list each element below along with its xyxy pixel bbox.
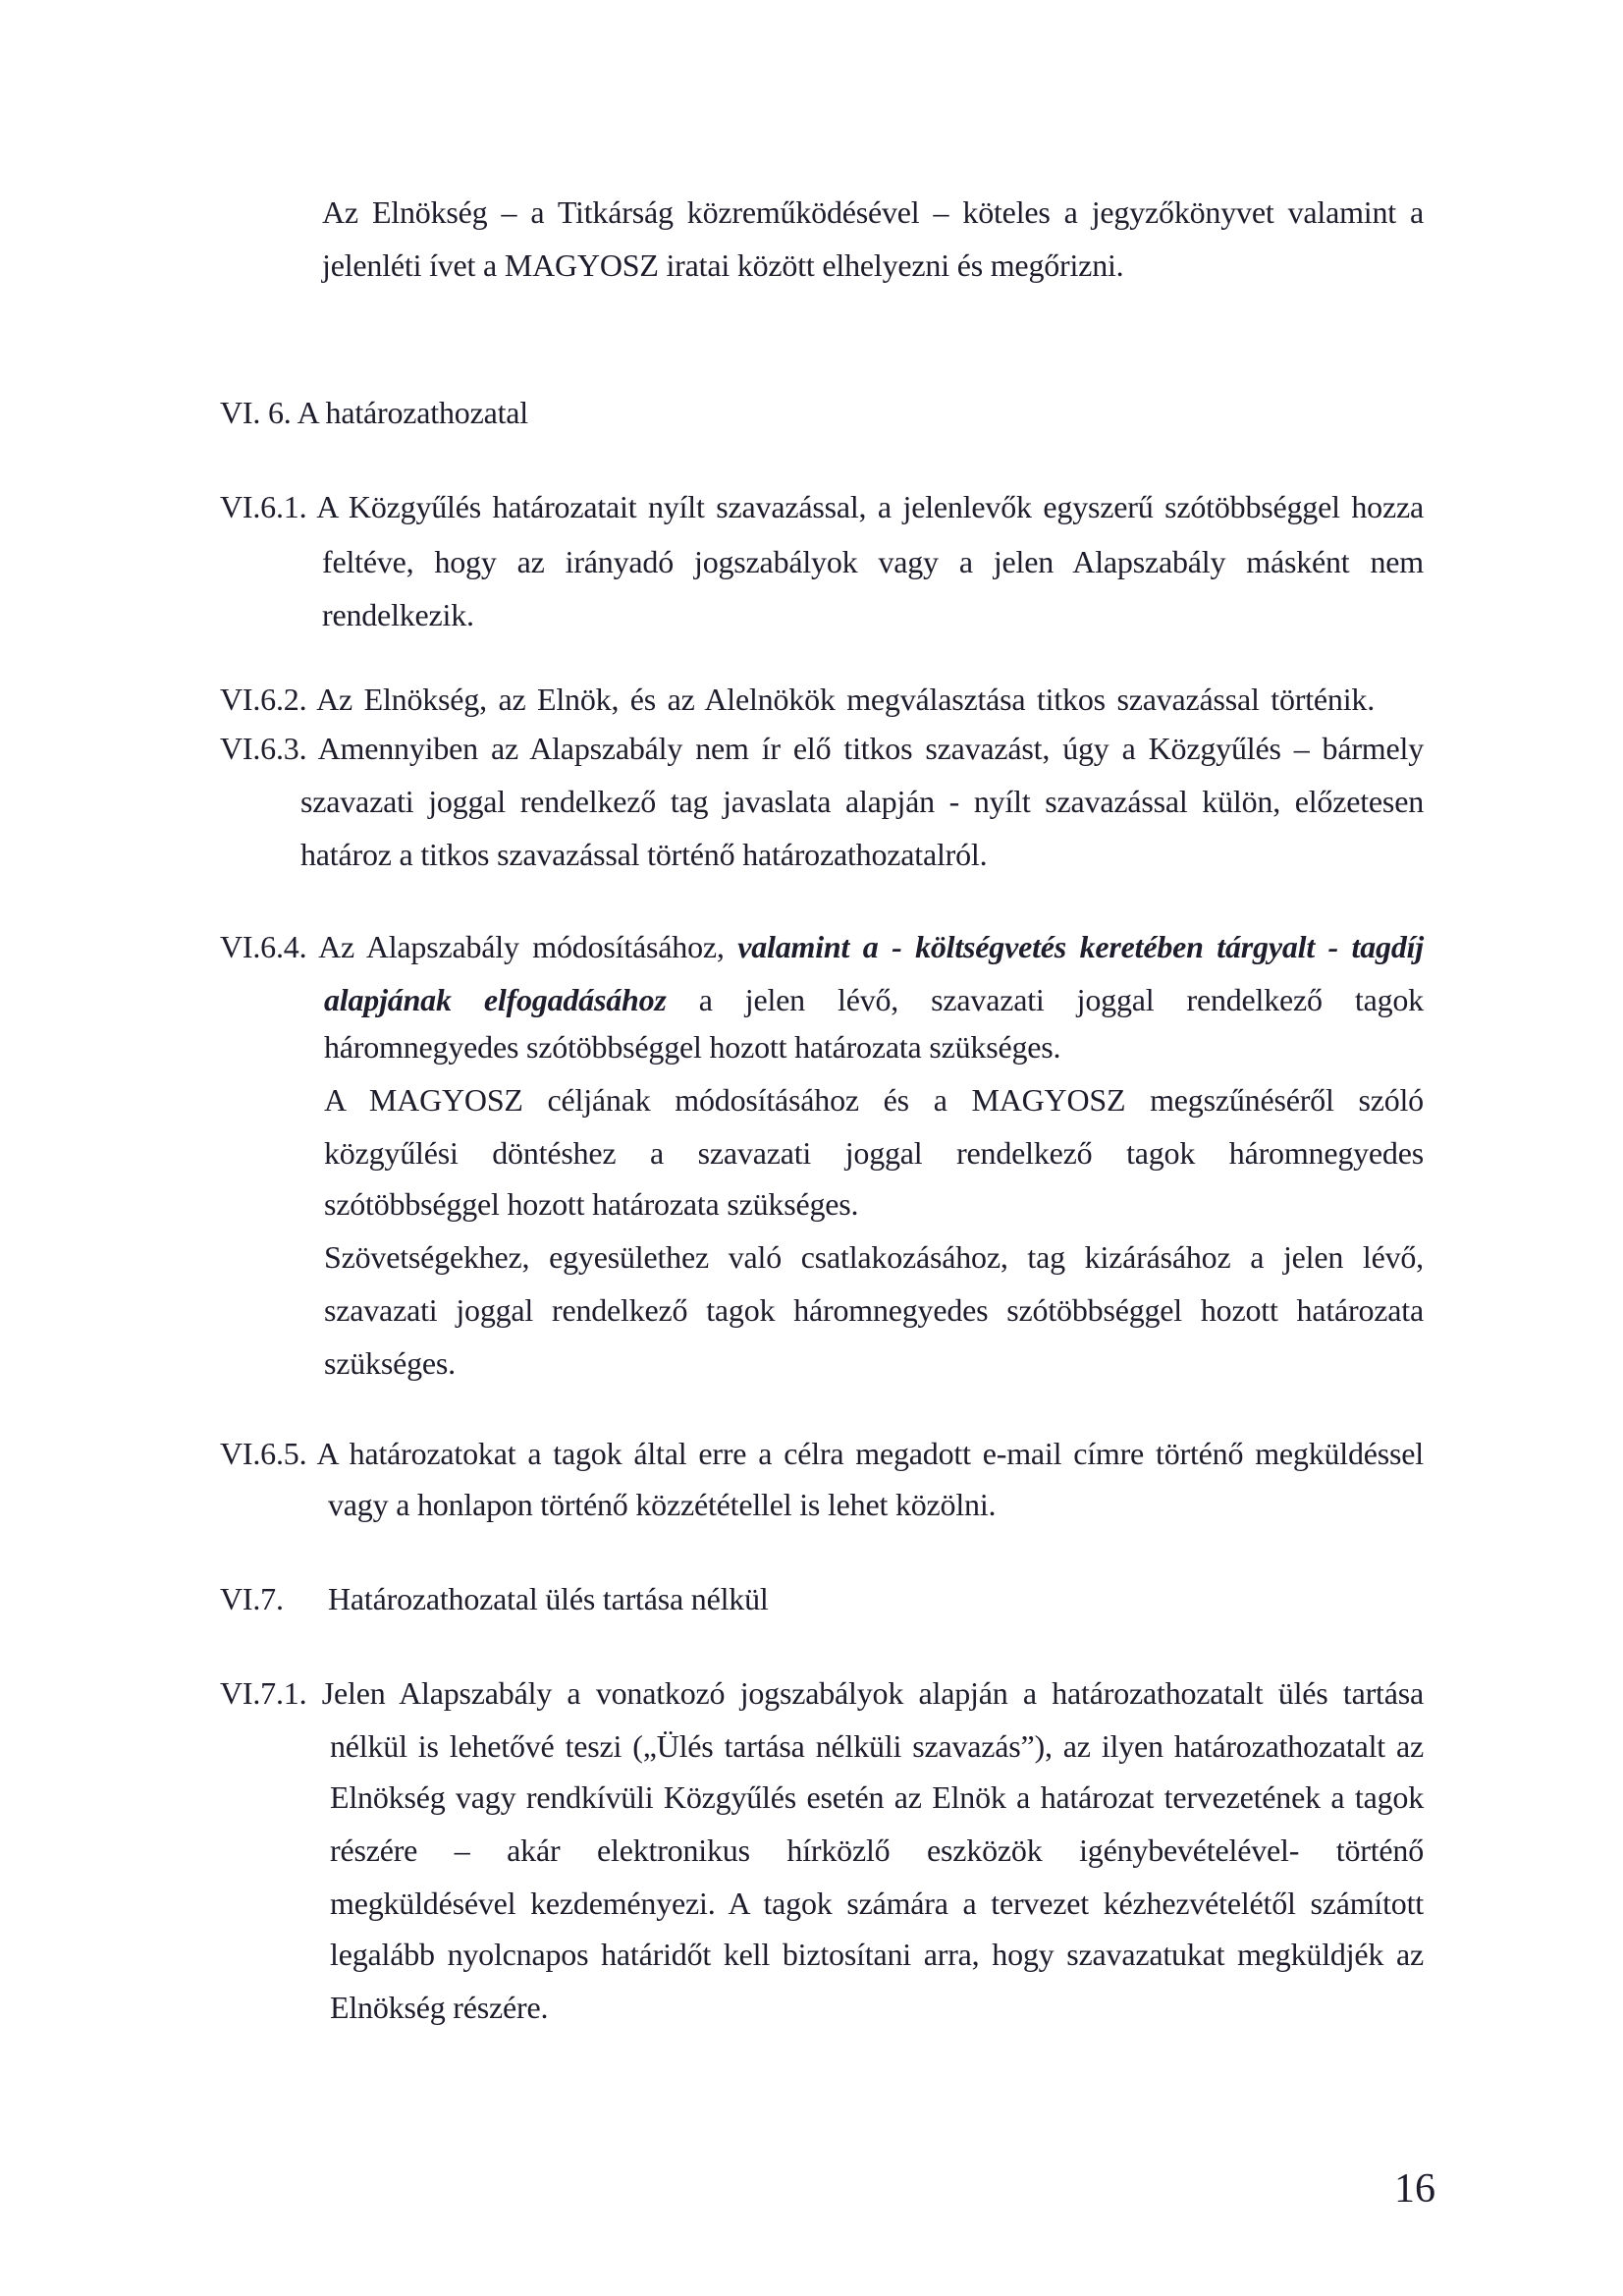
paragraph-line: szavazati joggal rendelkező tag javaslata alapján - nyílt szavazással külön, előzetesen <box>300 784 1424 819</box>
paragraph-line: jelenléti ívet a MAGYOSZ iratai között elhelyezni és megőrizni. <box>322 247 1124 283</box>
section-number-vi-7: VI.7. <box>220 1581 284 1616</box>
text-run: VI.6.4. Az Alapszabály módosításához, <box>220 929 725 964</box>
paragraph-line: Elnökség részére. <box>330 1990 549 2025</box>
paragraph-line: VI.6.3. Amennyiben az Alapszabály nem ír elő titkos szavazást, úgy a Közgyűlés – bármely <box>220 731 1424 766</box>
paragraph-line: Szövetségekhez, egyesülethez való csatlakozásához, tag kizárásához a jelen lévő, <box>324 1239 1424 1275</box>
section-heading-vi-7: Határozathozatal ülés tartása nélkül <box>328 1581 769 1616</box>
paragraph-line: legalább nyolcnapos határidőt kell biztosítani arra, hogy szavazatukat megküldjék az <box>330 1937 1424 1972</box>
paragraph-line: részére – akár elektronikus hírközlő eszközök igénybevételével- történő <box>330 1832 1424 1868</box>
paragraph-line: háromnegyedes szótöbbséggel hozott határozata szükséges. <box>324 1029 1061 1065</box>
emphasized-text: valamint a - költségvetés keretében tárgyalt - tagdíj <box>737 929 1424 964</box>
paragraph-line: feltéve, hogy az irányadó jogszabályok vagy a jelen Alapszabály másként nem <box>322 544 1424 579</box>
paragraph-line: szótöbbséggel hozott határozata szükséges. <box>324 1186 859 1222</box>
page-number: 16 <box>1394 2166 1435 2212</box>
paragraph-line: VI.6.5. A határozatokat a tagok által erre a célra megadott e-mail címre történő megküldéssel <box>220 1436 1424 1471</box>
paragraph-line: szavazati joggal rendelkező tagok háromnegyedes szótöbbséggel hozott határozata <box>324 1292 1424 1328</box>
paragraph-line: közgyűlési döntéshez a szavazati joggal rendelkező tagok háromnegyedes <box>324 1135 1424 1171</box>
paragraph-line: határoz a titkos szavazással történő határozathozatalról. <box>300 837 988 872</box>
paragraph-line: megküldésével kezdeményezi. A tagok számára a tervezet kézhezvételétől számított <box>330 1886 1424 1921</box>
paragraph-line: VI.7.1. Jelen Alapszabály a vonatkozó jogszabályok alapján a határozathozatalt ülés tartása <box>220 1675 1424 1711</box>
paragraph-line: rendelkezik. <box>322 597 474 632</box>
paragraph-line <box>220 927 1424 966</box>
text-run: a jelen lévő, szavazati joggal rendelkező tagok <box>698 982 1424 1017</box>
paragraph-line: Az Elnökség – a Titkárság közreműködésével – köteles a jegyzőkönyvet valamint a <box>322 194 1424 230</box>
emphasized-text: alapjának elfogadásához <box>324 982 667 1017</box>
section-heading-vi-6: VI. 6. A határozathozatal <box>220 395 528 430</box>
paragraph-line: Elnökség vagy rendkívüli Közgyűlés esetén az Elnök a határozat tervezetének a tagok <box>330 1779 1424 1815</box>
paragraph-line: nélkül is lehetővé teszi („Ülés tartása nélküli szavazás”), az ilyen határozathozatalt az <box>330 1728 1424 1764</box>
paragraph-line: szükséges. <box>324 1345 456 1381</box>
paragraph-line <box>324 980 1424 1019</box>
paragraph-line: VI.6.1. A Közgyűlés határozatait nyílt szavazással, a jelenlevők egyszerű szótöbbséggel hozza <box>220 489 1424 524</box>
paragraph-line: VI.6.2. Az Elnökség, az Elnök, és az Alelnökök megválasztása titkos szavazással történik. <box>220 682 1375 717</box>
paragraph-line: A MAGYOSZ céljának módosításához és a MAGYOSZ megszűnéséről szóló <box>324 1082 1424 1118</box>
paragraph-line: vagy a honlapon történő közzététellel is lehet közölni. <box>328 1487 997 1522</box>
